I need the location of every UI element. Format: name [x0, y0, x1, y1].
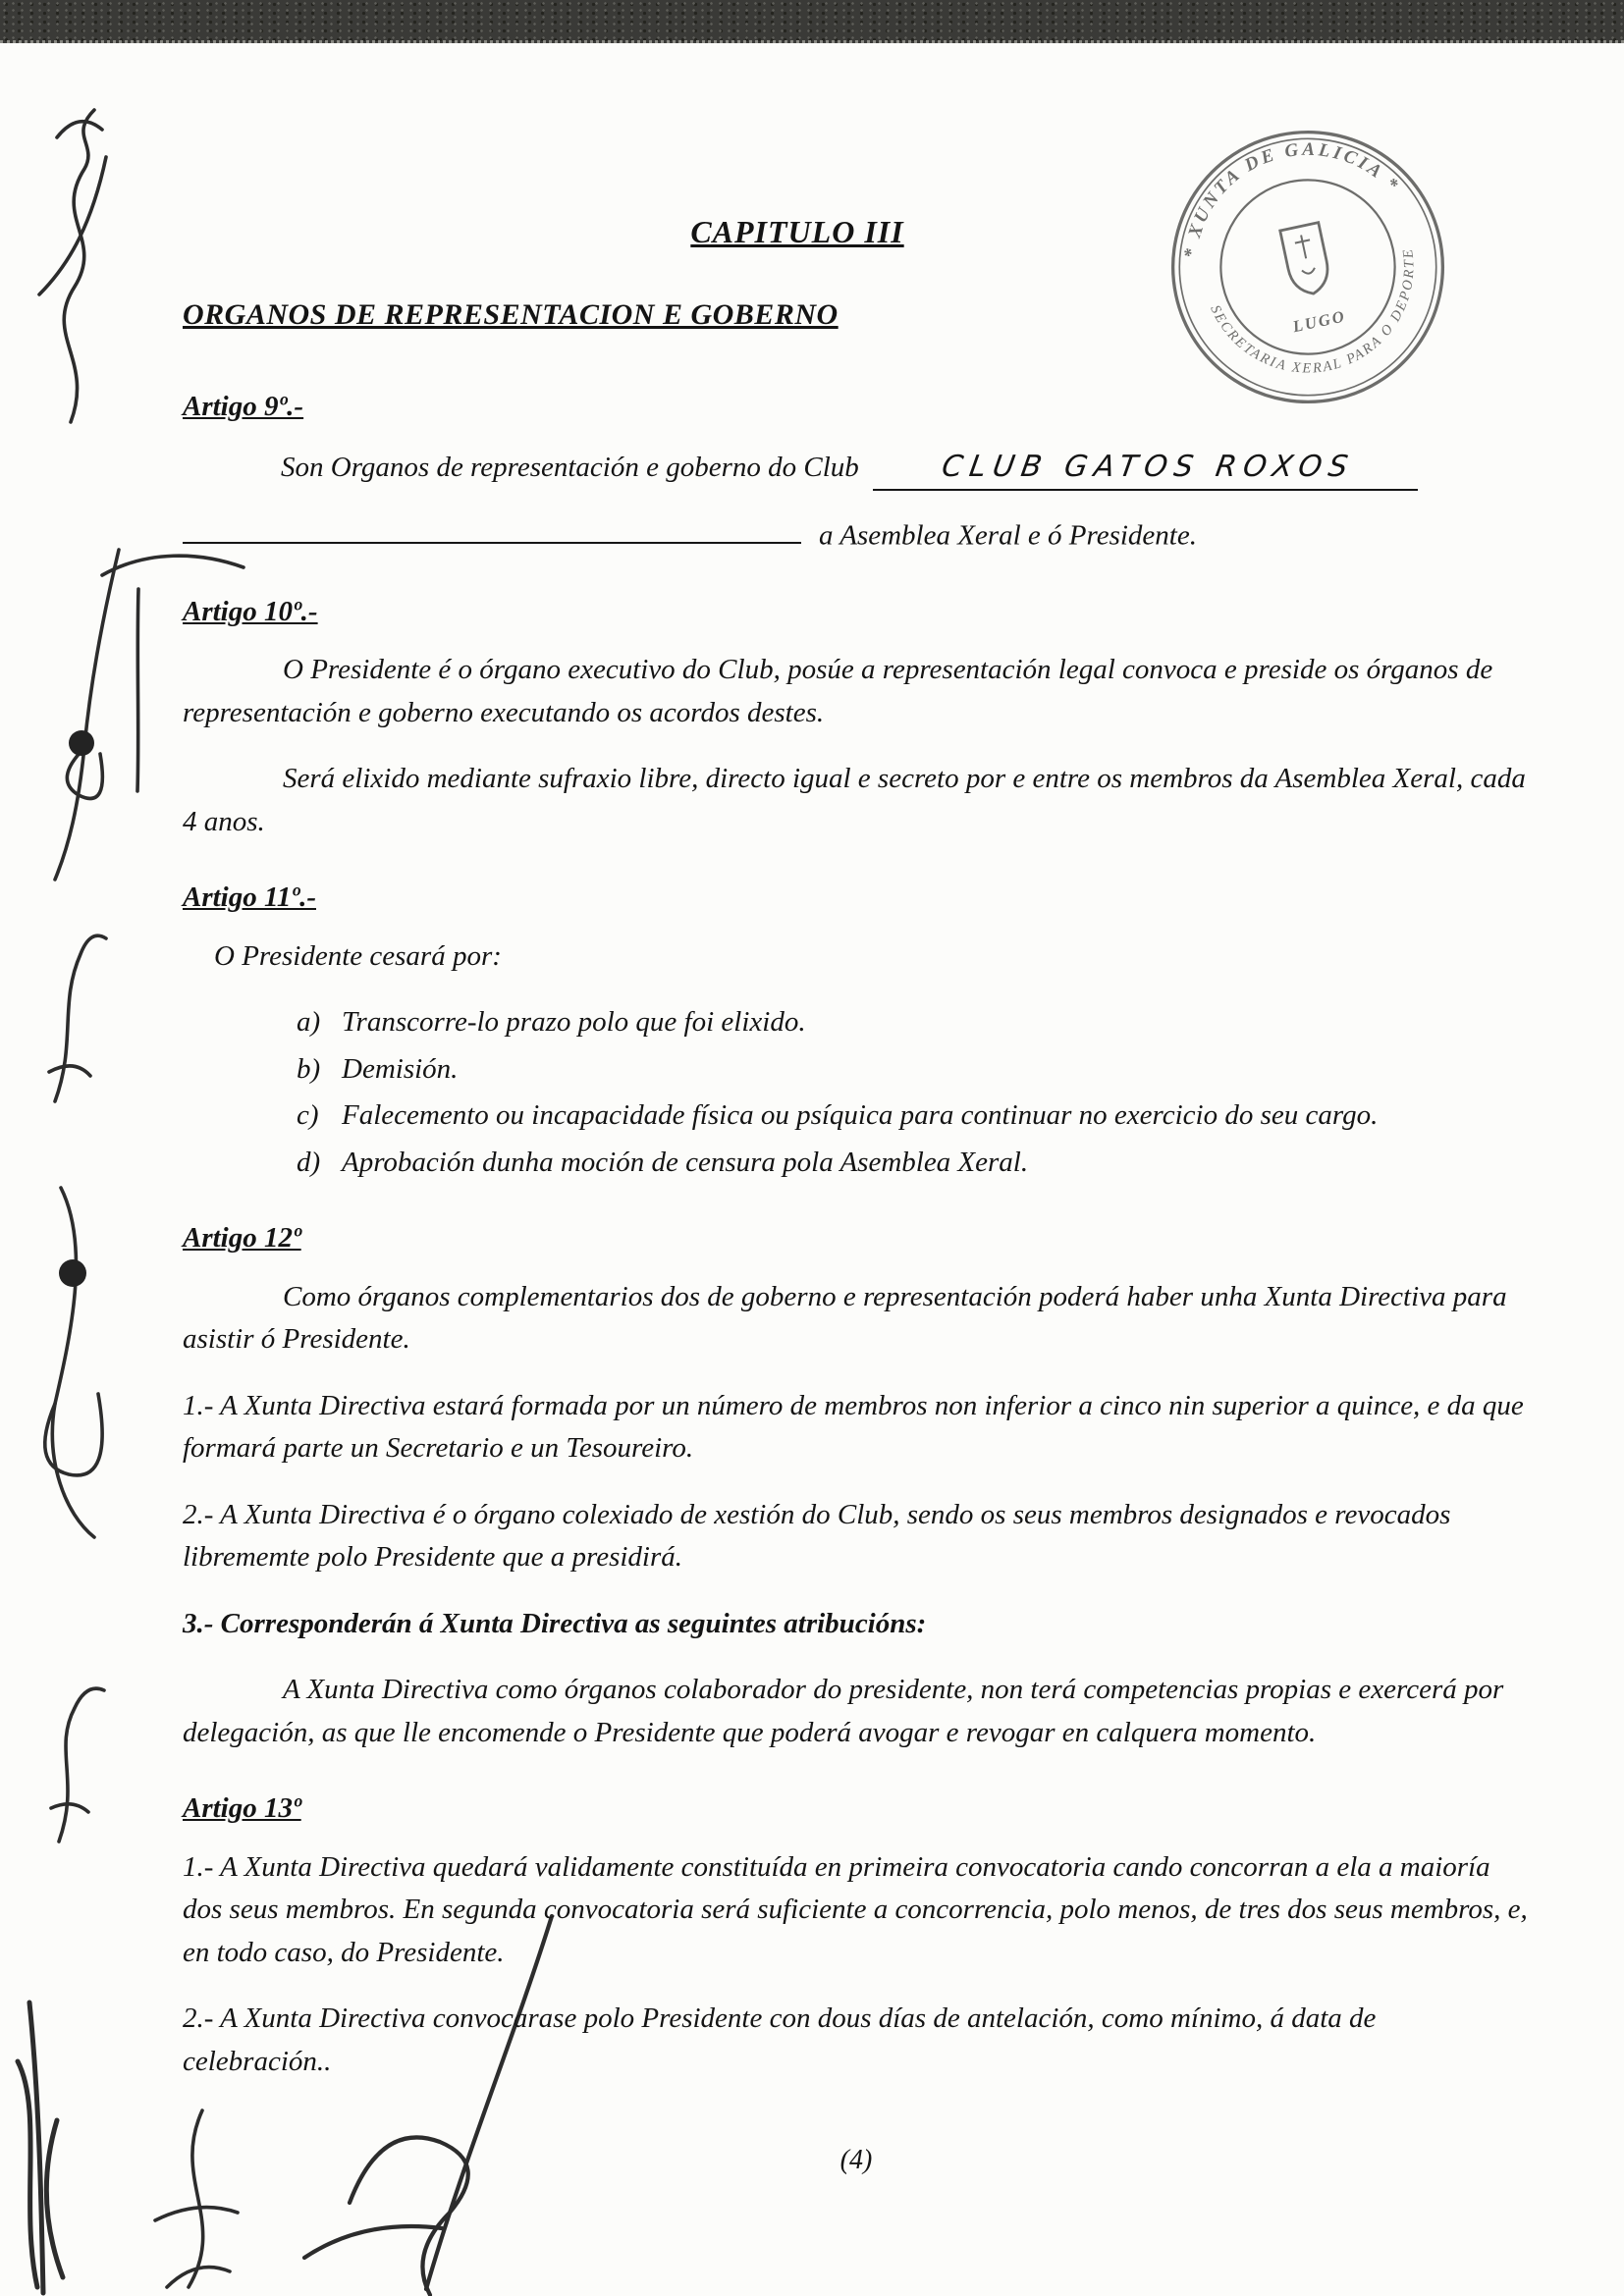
stamp-ring-text-bottom: SECRETARIA XERAL PARA O DEPORTE	[1207, 246, 1418, 377]
article12-paragraph-3: 2.- A Xunta Directiva é o órgano colexiado de xestión do Club, sendo os seus membros designados e revocados librememte polo Presidente que a presidirá.	[183, 1498, 1451, 1574]
article13-heading: Artigo 13º	[183, 1792, 301, 1825]
signature-left-1	[55, 550, 119, 880]
article9-heading: Artigo 9º.-	[183, 391, 304, 422]
article9-outro: a Asemblea Xeral e ó Presidente.	[819, 519, 1197, 552]
article10-paragraph-2: Será elixido mediante sufraxio libre, directo igual e secreto por e entre os membros da Asemblea Xeral, cada 4 anos.	[183, 763, 1526, 837]
page-number: (4)	[839, 2145, 873, 2176]
article11-heading: Artigo 11º.-	[183, 881, 316, 914]
chapter-title: CAPITULO III	[690, 214, 904, 249]
list-item: c) Falecemento ou incapacidade física ou psíquica para continuar no exercicio do seu cargo.	[297, 1099, 1379, 1132]
list-item: d) Aprobación dunha moción de censura pola Asemblea Xeral.	[297, 1146, 1029, 1178]
article9-intro: Son Organos de representación e goberno do Club	[281, 451, 859, 483]
handwritten-club-name: CLUB GATOS ROXOS	[940, 449, 1358, 484]
article12-paragraph-5: A Xunta Directiva como órganos colaborador do presidente, non terá competencias propias e exercerá por delegación, as que lle encomende o Presidente que poderá avogar e revogar en calquera momento.	[183, 1674, 1504, 1748]
signature-bottom-left	[18, 2002, 63, 2293]
article10-paragraph-1: O Presidente é o órgano executivo do Club, posúe a representación legal convoca e preside os órganos de representación e goberno executando os acordos destes.	[183, 654, 1493, 728]
signature-left-3	[45, 1188, 102, 1537]
stamp-city-label: LUGO	[1290, 306, 1348, 337]
list-item: a) Transcorre-lo prazo polo que foi elixido.	[297, 1006, 806, 1039]
article10-heading: Artigo 10º.-	[183, 595, 318, 627]
article12-paragraph-2: 1.- A Xunta Directiva estará formada por un número de membros non inferior a cinco nin superior a quince, e da que formará parte un Secretario e un Tesoureiro.	[183, 1389, 1524, 1465]
article13-paragraph-1: 1.- A Xunta Directiva quedará validamente constituída en primeira convocatoria cando concorran a ela a maioría dos seus membros. En segunda convocatoria será suficiente a concorrencia, polo menos, de tres dos seus membros, e, en todo caso, do Presidente.	[183, 1850, 1528, 1968]
article9-line1	[183, 445, 1530, 492]
scan-artifact-band	[0, 0, 1624, 43]
article13-paragraph-2: 2.- A Xunta Directiva convocarase polo Presidente con dous días de antelación, como mínimo, á data de celebración..	[183, 2002, 1377, 2077]
section-title: ORGANOS DE REPRESENTACION E GOBERNO	[183, 298, 839, 331]
signature-top-left	[39, 110, 106, 422]
article11-intro: O Presidente cesará por:	[214, 939, 502, 972]
signature-left-4	[51, 1688, 104, 1842]
article9-line2	[183, 514, 1530, 558]
article12-heading: Artigo 12º	[183, 1222, 301, 1255]
blank-underline	[183, 514, 801, 544]
stamp-ring-text-top: * XUNTA DE GALICIA *	[1180, 138, 1405, 260]
article11-list	[183, 1001, 1530, 1184]
signature-left-2	[49, 935, 106, 1101]
document-body	[183, 208, 1530, 2181]
article12-paragraph-1: Como órganos complementarios dos de goberno e representación poderá haber unha Xunta Directiva para asistir ó Presidente.	[183, 1280, 1507, 1356]
article12-paragraph-4: 3.- Corresponderán á Xunta Directiva as seguintes atribucións:	[183, 1607, 927, 1639]
list-item: b) Demisión.	[297, 1052, 459, 1085]
